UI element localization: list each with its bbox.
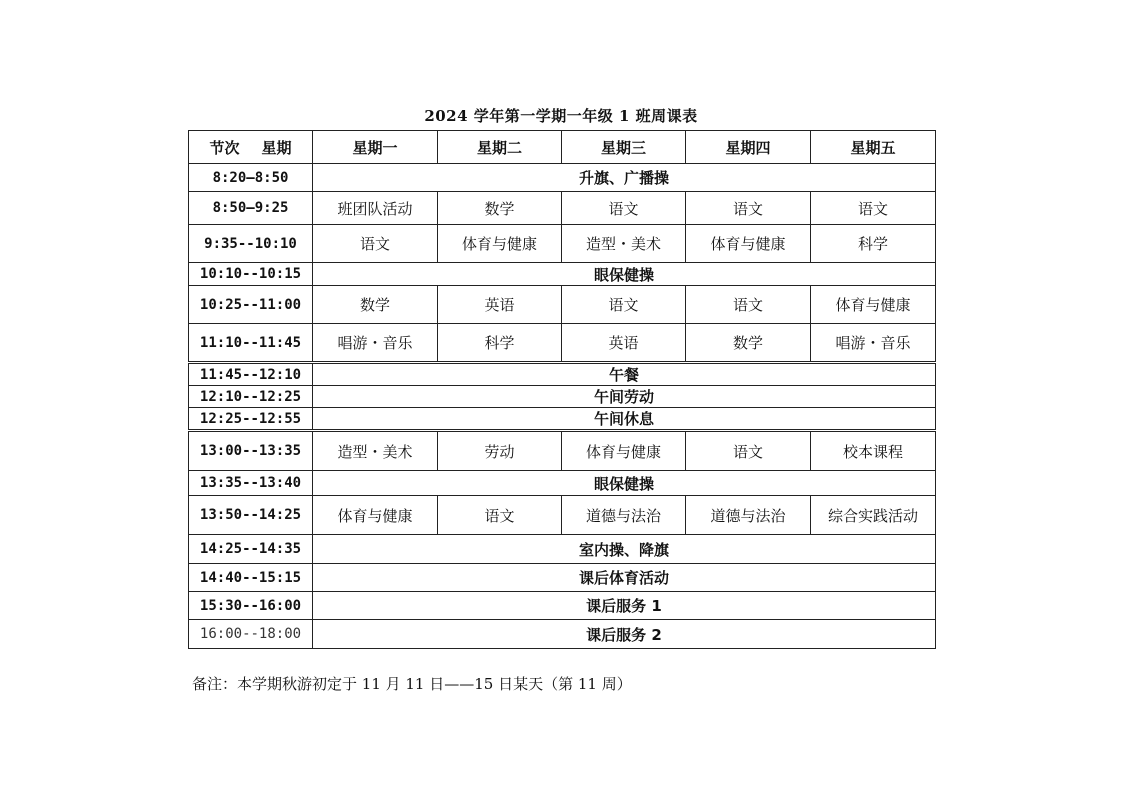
- class-cell: 英语: [438, 286, 562, 324]
- table-row: [189, 408, 936, 431]
- class-cell: 数学: [313, 286, 438, 324]
- class-cell: 道德与法治: [686, 496, 811, 535]
- table-row: [189, 431, 936, 471]
- class-cell: 综合实践活动: [811, 496, 936, 535]
- day-header-tue: 星期二: [438, 131, 562, 164]
- class-cell: 语文: [686, 431, 811, 471]
- table-row: [189, 592, 936, 620]
- header-row: [189, 131, 936, 164]
- time-cell: 9:35--10:10: [189, 225, 313, 263]
- table-row: [189, 192, 936, 225]
- table-row: [189, 535, 936, 564]
- table-row: [189, 286, 936, 324]
- class-cell: 体育与健康: [438, 225, 562, 263]
- activity-span-cell: 课后服务 2: [313, 620, 936, 649]
- activity-span-cell: 午间劳动: [313, 386, 936, 408]
- table-row: [189, 225, 936, 263]
- table-row: [189, 164, 936, 192]
- time-cell: 8:50—9:25: [189, 192, 313, 225]
- class-cell: 体育与健康: [313, 496, 438, 535]
- timetable: [188, 130, 936, 649]
- table-row: [189, 496, 936, 535]
- time-cell: 10:10--10:15: [189, 263, 313, 286]
- class-cell: 语文: [811, 192, 936, 225]
- time-cell: 16:00--18:00: [189, 620, 313, 649]
- class-cell: 体育与健康: [686, 225, 811, 263]
- class-cell: 科学: [438, 324, 562, 363]
- day-header-fri: 星期五: [811, 131, 936, 164]
- class-cell: 语文: [313, 225, 438, 263]
- time-cell: 13:35--13:40: [189, 471, 313, 496]
- time-cell: 11:10--11:45: [189, 324, 313, 363]
- class-cell: 语文: [438, 496, 562, 535]
- time-cell: 12:25--12:55: [189, 408, 313, 431]
- time-cell: 13:50--14:25: [189, 496, 313, 535]
- table-row: [189, 564, 936, 592]
- time-cell: 11:45--12:10: [189, 363, 313, 386]
- activity-span-cell: 眼保健操: [313, 263, 936, 286]
- class-cell: 数学: [686, 324, 811, 363]
- class-cell: 数学: [438, 192, 562, 225]
- page-title: 2024 学年第一学期一年级 1 班周课表: [424, 107, 698, 125]
- class-cell: 班团队活动: [313, 192, 438, 225]
- class-cell: 语文: [562, 192, 686, 225]
- table-row: [189, 363, 936, 386]
- class-cell: 造型・美术: [313, 431, 438, 471]
- class-cell: 校本课程: [811, 431, 936, 471]
- activity-span-cell: 眼保健操: [313, 471, 936, 496]
- time-cell: 12:10--12:25: [189, 386, 313, 408]
- class-cell: 语文: [686, 192, 811, 225]
- activity-span-cell: 午间休息: [313, 408, 936, 431]
- table-row: [189, 324, 936, 363]
- time-cell: 14:40--15:15: [189, 564, 313, 592]
- class-cell: 体育与健康: [562, 431, 686, 471]
- class-cell: 劳动: [438, 431, 562, 471]
- day-header-wed: 星期三: [562, 131, 686, 164]
- class-cell: 唱游・音乐: [811, 324, 936, 363]
- table-row: [189, 263, 936, 286]
- class-cell: 道德与法治: [562, 496, 686, 535]
- class-cell: 语文: [562, 286, 686, 324]
- day-header-mon: 星期一: [313, 131, 438, 164]
- day-header-thu: 星期四: [686, 131, 811, 164]
- table-row: [189, 620, 936, 649]
- class-cell: 唱游・音乐: [313, 324, 438, 363]
- table-row: [189, 471, 936, 496]
- time-cell: 10:25--11:00: [189, 286, 313, 324]
- activity-span-cell: 课后体育活动: [313, 564, 936, 592]
- class-cell: 造型・美术: [562, 225, 686, 263]
- corner-weekday-label: 星期: [261, 138, 292, 157]
- activity-span-cell: 室内操、降旗: [313, 535, 936, 564]
- remark-note: 备注：本学期秋游初定于 11 月 11 日——15 日某天（第 11 周）: [192, 675, 632, 693]
- class-cell: 科学: [811, 225, 936, 263]
- table-row: [189, 386, 936, 408]
- corner-period-label: 节次: [209, 138, 240, 157]
- class-cell: 体育与健康: [811, 286, 936, 324]
- corner-header-cell: [189, 131, 313, 164]
- class-cell: 语文: [686, 286, 811, 324]
- activity-span-cell: 课后服务 1: [313, 592, 936, 620]
- activity-span-cell: 升旗、广播操: [313, 164, 936, 192]
- time-cell: 15:30--16:00: [189, 592, 313, 620]
- time-cell: 14:25--14:35: [189, 535, 313, 564]
- class-cell: 英语: [562, 324, 686, 363]
- time-cell: 8:20—8:50: [189, 164, 313, 192]
- activity-span-cell: 午餐: [313, 363, 936, 386]
- time-cell: 13:00--13:35: [189, 431, 313, 471]
